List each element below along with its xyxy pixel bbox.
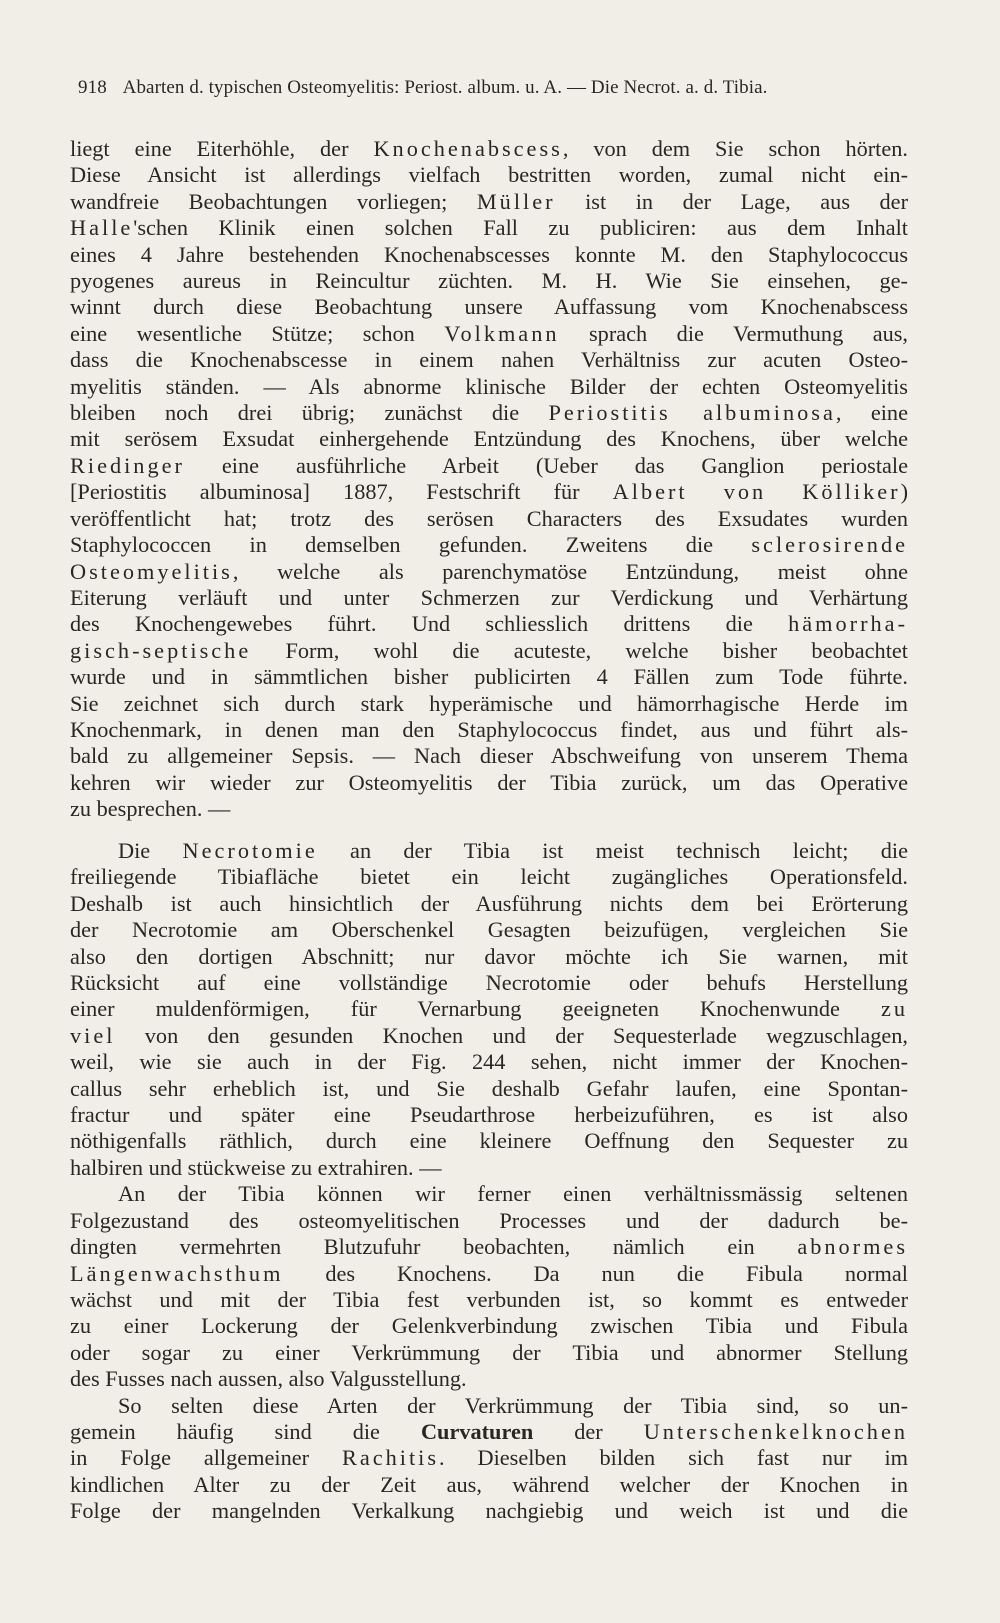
text-segment: Deshalb ist auch hinsichtlich der Ausführung nichts dem bei Erörterung (70, 890, 908, 916)
text-segment: nöthigenfalls räthlich, durch eine kleinere Oeffnung den Sequester zu (70, 1128, 908, 1154)
text-line (70, 453, 908, 479)
text-segment: Eiterung verläuft und unter Schmerzen zur Verdickung und Verhärtung (70, 584, 908, 610)
text-segment: des Knochens. Da nun die Fibula normal (283, 1260, 908, 1286)
text-segment: wandfreie Beobachtungen vorliegen; (70, 188, 477, 214)
text-segment: zu einer Lockerung der Gelenkverbindung zwischen Tibia und Fibula (70, 1313, 908, 1339)
running-title: Abarten d. typischen Osteomyelitis: Periost. album. u. A. — Die Necrot. a. d. Tibia. (122, 77, 768, 98)
text-segment: kindlichen Alter zu der Zeit aus, während welcher der Knochen in (70, 1471, 908, 1497)
text-segment: einer muldenförmigen, für Vernarbung geeigneten Knochenwunde (70, 996, 881, 1022)
text-line (70, 1498, 908, 1524)
text-line (70, 268, 908, 294)
text-line (70, 1313, 908, 1339)
text-line (70, 532, 908, 558)
text-line (70, 944, 908, 970)
text-line (70, 770, 908, 796)
text-line (70, 864, 908, 890)
text-line (70, 321, 908, 347)
text-segment: Die (118, 838, 183, 863)
text-line (70, 996, 908, 1022)
emphasized-term: Unterschenkelknochen (643, 1418, 908, 1444)
text-segment: ist in der Lage, aus der (555, 188, 909, 214)
text-line (70, 891, 908, 917)
text-segment: also den dortigen Abschnitt; nur davor möchte ich Sie warnen, mit (70, 943, 908, 969)
text-line (70, 1181, 908, 1207)
emphasized-term: sclerosirende (751, 532, 908, 558)
text-segment: winnt durch diese Beobachtung unsere Auffassung vom Knochenabscess (70, 294, 908, 320)
emphasized-term: Knochenabscess (373, 136, 563, 161)
emphasized-term: Osteomyelitis (70, 558, 233, 584)
text-segment: von den gesunden Knochen und der Sequesterlade wegzuschlagen, (115, 1022, 908, 1048)
text-segment: sprach die Vermuthung aus, (559, 320, 908, 346)
emphasized-term: Necrotomie (182, 838, 318, 863)
text-line (70, 559, 908, 585)
emphasized-term: Periostitis albuminosa (548, 400, 836, 426)
text-line (70, 479, 908, 505)
text-segment: oder sogar zu einer Verkrümmung der Tibia und abnormer Stellung (70, 1339, 908, 1365)
text-segment: eine wesentliche Stütze; schon (70, 320, 445, 346)
text-line (70, 1287, 908, 1313)
text-line (70, 400, 908, 426)
text-block-continuation (70, 136, 908, 823)
text-segment: wächst und mit der Tibia fest verbunden ist, so kommt es entweder (70, 1286, 908, 1312)
emphasized-term: abnormes (797, 1234, 908, 1260)
text-segment: bleiben noch drei übrig; zunächst die (70, 400, 549, 426)
text-block-necrotomie (70, 838, 908, 1525)
emphasized-term: Halle (70, 215, 134, 241)
text-segment: mit serösem Exsudat einhergehende Entzündung des Knochens, über welche (70, 426, 908, 452)
text-segment: des Knochengewebes führt. Und schliesslich drittens die (70, 611, 789, 637)
text-line (70, 691, 908, 717)
text-segment: gemein häufig sind die (70, 1418, 421, 1444)
bold-term: Curvaturen (420, 1418, 534, 1444)
text-line (70, 189, 908, 215)
text-line (70, 970, 908, 996)
text-line (70, 136, 908, 162)
running-header (78, 77, 910, 99)
text-segment: An der Tibia können wir ferner einen verhältnissmässig seltenen (118, 1181, 908, 1207)
text-line (70, 917, 908, 943)
text-segment: Staphylococcen in demselben gefunden. Zweitens die (70, 532, 752, 558)
text-segment: in Folge allgemeiner (70, 1445, 342, 1471)
text-segment: Folge der mangelnden Verkalkung nachgiebig und weich ist und die (70, 1498, 908, 1524)
text-segment: Rücksicht auf eine vollständige Necrotomie oder behufs Herstellung (70, 970, 908, 996)
text-line (70, 664, 908, 690)
text-segment: des Fusses nach aussen, also Valgusstellung. (70, 1366, 467, 1392)
text-segment: weil, wie sie auch in der Fig. 244 sehen, nicht immer der Knochen- (70, 1049, 908, 1075)
text-line (70, 1393, 908, 1419)
text-segment: eines 4 Jahre bestehenden Knochenabscesses konnte M. den Staphylococcus (70, 241, 908, 267)
text-segment: 'schen Klinik einen solchen Fall zu publiciren: aus dem Inhalt (133, 215, 908, 241)
text-line (70, 1208, 908, 1234)
text-line (70, 638, 908, 664)
text-segment: pyogenes aureus in Reincultur züchten. M. H. Wie Sie einsehen, ge- (70, 268, 908, 294)
text-segment: halbiren und stückweise zu extrahiren. — (70, 1154, 442, 1180)
text-line (70, 1049, 908, 1075)
text-line (70, 1076, 908, 1102)
text-segment: fractur und später eine Pseudarthrose herbeizuführen, es ist also (70, 1102, 908, 1128)
text-segment: wurde und in sämmtlichen bisher publicirten 4 Fällen zum Tode führte. (70, 664, 908, 690)
emphasized-term: Volkmann (444, 320, 560, 346)
text-line (70, 1234, 908, 1260)
text-line (70, 611, 908, 637)
text-segment: callus sehr erheblich ist, und Sie deshalb Gefahr laufen, eine Spontan- (70, 1075, 908, 1101)
emphasized-term: viel (70, 1022, 116, 1048)
text-segment: dass die Knochenabscesse in einem nahen Verhältniss zur acuten Osteo- (70, 347, 908, 373)
emphasized-term: Rachitis (341, 1445, 440, 1471)
emphasized-term: hämorrha- (788, 611, 908, 637)
emphasized-term: Riedinger (70, 452, 185, 478)
text-segment: liegt eine Eiterhöhle, der (70, 136, 374, 161)
page-number: 918 (78, 77, 107, 98)
text-segment: [Periostitis albuminosa] 1887, Festschrift für (70, 479, 613, 505)
text-line (70, 743, 908, 769)
text-line (70, 796, 908, 822)
text-line (70, 1155, 908, 1181)
text-line (70, 1128, 908, 1154)
text-segment: der (533, 1418, 644, 1444)
text-segment: , von dem Sie schon hörten. (562, 136, 908, 161)
text-line (70, 1261, 908, 1287)
text-segment: Folgezustand des osteomyelitischen Processes und der dadurch be- (70, 1207, 908, 1233)
text-line (70, 1445, 908, 1471)
text-segment: zu besprechen. — (70, 796, 231, 822)
text-segment: myelitis ständen. — Als abnorme klinische Bilder der echten Osteomyelitis (70, 373, 908, 399)
text-line (70, 1340, 908, 1366)
text-segment: Sie zeichnet sich durch stark hyperämische und hämorrhagische Herde im (70, 690, 908, 716)
text-line (70, 1472, 908, 1498)
text-line (70, 1023, 908, 1049)
text-line (70, 215, 908, 241)
text-line (70, 242, 908, 268)
text-segment: , welche als parenchymatöse Entzündung, meist ohne (232, 558, 908, 584)
text-segment: freiliegende Tibiafläche bietet ein leicht zugängliches Operationsfeld. (70, 864, 908, 890)
text-segment: So selten diese Arten der Verkrümmung der Tibia sind, so un- (118, 1392, 908, 1418)
text-line (70, 717, 908, 743)
emphasized-term: gisch-septische (70, 637, 252, 663)
text-line (70, 506, 908, 532)
text-segment: dingten vermehrten Blutzufuhr beobachten, nämlich ein (70, 1234, 798, 1260)
text-segment: , eine (835, 400, 908, 426)
text-segment: . Dieselben bilden sich fast nur im (439, 1445, 909, 1471)
text-line (70, 585, 908, 611)
text-segment: der Necrotomie am Oberschenkel Gesagten beizufügen, vergleichen Sie (70, 917, 908, 943)
text-line (70, 838, 908, 864)
text-line (70, 374, 908, 400)
emphasized-term: zu (880, 996, 908, 1022)
text-segment: eine ausführliche Arbeit (Ueber das Ganglion periostale (184, 452, 908, 478)
text-line (70, 1419, 908, 1445)
text-segment: Form, wohl die acuteste, welche bisher beobachtet (251, 637, 908, 663)
text-segment: an der Tibia ist meist technisch leicht; die (317, 838, 908, 863)
text-segment: Knochenmark, in denen man den Staphylococcus findet, aus und führt als- (70, 716, 908, 742)
text-line (70, 1102, 908, 1128)
text-segment: bald zu allgemeiner Sepsis. — Nach dieser Abschweifung von unserem Thema (70, 743, 908, 769)
emphasized-term: Albert von Kölliker (612, 479, 901, 505)
text-segment: kehren wir wieder zur Osteomyelitis der Tibia zurück, um das Operative (70, 769, 908, 795)
text-line (70, 347, 908, 373)
text-segment: veröffentlicht hat; trotz des serösen Characters des Exsudates wurden (70, 505, 908, 531)
text-line (70, 294, 908, 320)
text-segment: ) (900, 479, 908, 505)
text-line (70, 426, 908, 452)
text-line (70, 162, 908, 188)
emphasized-term: Längenwachsthum (70, 1260, 284, 1286)
emphasized-term: Müller (476, 188, 556, 214)
text-segment: Diese Ansicht ist allerdings vielfach bestritten worden, zumal nicht ein- (70, 162, 908, 188)
text-line (70, 1366, 908, 1392)
